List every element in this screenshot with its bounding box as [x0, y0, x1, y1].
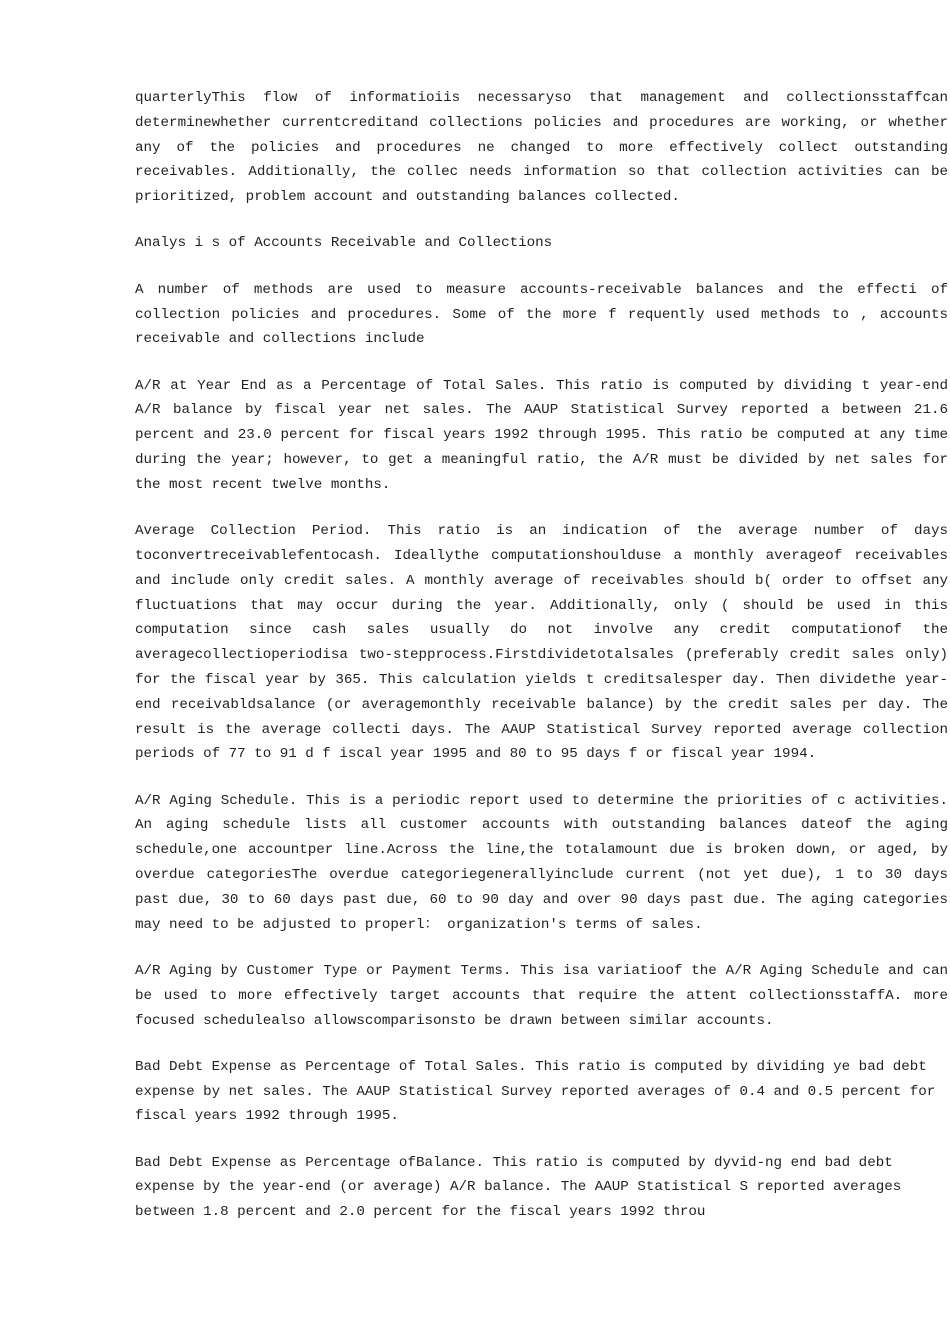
document-page — [135, 86, 948, 1247]
paragraph-average-collection-period: Average Collection Period. This ratio is an indication of the average number of days toconvertreceivablefentocash. Ideallythe computationshoulduse a monthly averageof receivables and include only credit sales. A monthly average of receivables should b( order to offset any fluctuations that may occur during the year. Additionally, only ( should be used in this computation since cash sales usually do not involve any credit computationof the averagecollectioperiodisa two-stepprocess.Firstdividetotalsales (preferably credit sales only) for the fiscal year by 365. This calculation yields t creditsalesper day. Then dividethe year-end receivabldsalance (or averagemonthly receivable balance) by the credit sales per day. The result is the average collecti days. The AAUP Statistical Survey reported average collection periods of 77 to 91 d f iscal year 1995 and 80 to 95 days f or fiscal year 1994. — [135, 523, 948, 763]
paragraph-collections-information: quarterlyThis flow of informatioiis necessaryso that management and collectionsstaffcan determinewhether currentcreditand collections policies and procedures are working, or whether any of the policies and procedures ne changed to more effectively collect outstanding receivables. Additionally, the collec needs information so that collection activities can be prioritized, problem account and outstanding balances collected. — [135, 90, 948, 206]
paragraph-ar-percentage-sales: A/R at Year End as a Percentage of Total Sales. This ratio is computed by dividing t year-end A/R balance by fiscal year net sales. The AAUP Statistical Survey reported a between 21.6 percent and 23.0 percent for fiscal years 1992 through 1995. This ratio be computed at any time during the year; however, to get a meaningful ratio, the A/R must be divided by net sales for the most recent twelve months. — [135, 377, 948, 493]
paragraph-methods-intro: A number of methods are used to measure accounts-receivable balances and the effecti of collection policies and procedures. Some of the more f requently used methods to , accounts receivable and collections include — [135, 281, 948, 348]
section-heading: Analys i s of Accounts Receivable and Collections — [135, 235, 553, 252]
paragraph-ar-aging-schedule: A/R Aging Schedule. This is a periodic report used to determine the priorities of c activities. An aging schedule lists all customer accounts with outstanding balances dateof the aging schedule,one accountper line.Across the line,the totalamount due is broken down, or aged, by overdue categoriesThe overdue categoriegenerallyinclude current (not yet due), 1 to 30 days past due, 30 to 60 days past due, 60 to 90 day and over 90 days past due. The aging categories may need to be adjusted to properl： organization's terms of sales. — [135, 792, 948, 933]
paragraph-bad-debt-balance: Bad Debt Expense as Percentage ofBalance. This ratio is computed by dyvid-ng end bad debt expense by the year-end (or average) A/R balance. The AAUP Statistical S reported averages between 1.8 percent and 2.0 percent for the fiscal years 1992 throu — [135, 1154, 902, 1221]
paragraph-bad-debt-total-sales: Bad Debt Expense as Percentage of Total Sales. This ratio is computed by dividing ye bad debt expense by net sales. The AAUP Statistical Survey reported averages of 0.4 and 0.5 percent for fiscal years 1992 through 1995. — [135, 1058, 936, 1125]
paragraph-ar-aging-customer-type: A/R Aging by Customer Type or Payment Terms. This isa variatioof the A/R Aging Schedule and can be used to more effectively target accounts that require the attent collectionsstaffA. more focused schedulealso allowscomparisonsto be drawn between similar accounts. — [135, 962, 948, 1029]
